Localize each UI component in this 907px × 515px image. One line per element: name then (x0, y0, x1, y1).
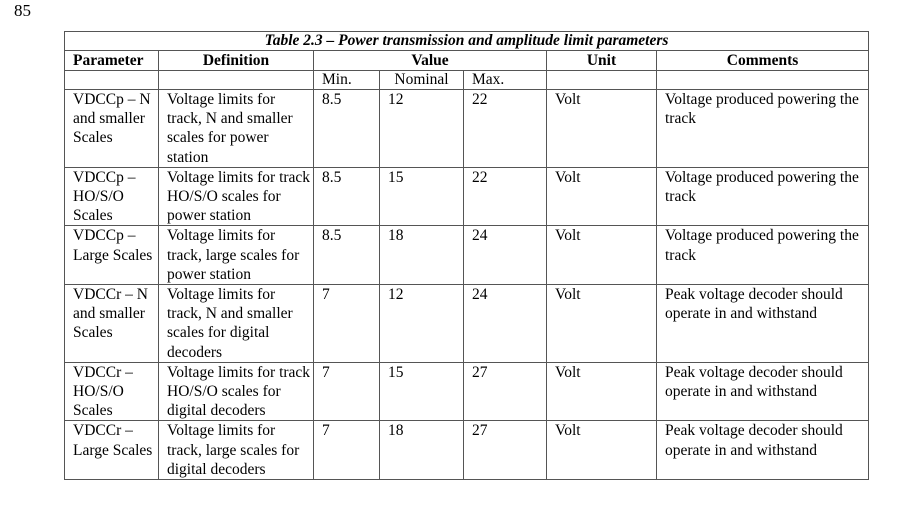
cell-parameter: VDCCp – HO/S/O Scales (65, 167, 159, 226)
cell-definition: Voltage limits for track HO/S/O scales for power station (159, 167, 314, 226)
cell-parameter: VDCCr – N and smaller Scales (65, 285, 159, 363)
cell-definition: Voltage limits for track, N and smaller scales for power station (159, 90, 314, 168)
table-row (65, 285, 869, 363)
cell-max: 27 (464, 421, 547, 480)
cell-definition: Voltage limits for track, large scales for power station (159, 226, 314, 285)
cell-comments: Peak voltage decoder should operate in and withstand (657, 362, 869, 421)
cell-comments: Peak voltage decoder should operate in and withstand (657, 421, 869, 480)
cell-parameter: VDCCp – N and smaller Scales (65, 90, 159, 168)
cell-unit: Volt (547, 226, 657, 285)
subheader-blank-comments (657, 71, 869, 90)
cell-min: 7 (314, 362, 380, 421)
header-value: Value (314, 51, 547, 71)
cell-max: 27 (464, 362, 547, 421)
page-number: 85 (14, 1, 31, 20)
table-row (65, 362, 869, 421)
header-parameter: Parameter (65, 51, 159, 71)
header-definition: Definition (159, 51, 314, 71)
cell-comments: Voltage produced powering the track (657, 167, 869, 226)
cell-nominal: 18 (380, 421, 464, 480)
subheader-blank-unit (547, 71, 657, 90)
header-unit: Unit (547, 51, 657, 71)
cell-nominal: 15 (380, 362, 464, 421)
header-comments: Comments (657, 51, 869, 71)
cell-min: 8.5 (314, 90, 380, 168)
cell-unit: Volt (547, 167, 657, 226)
cell-definition: Voltage limits for track HO/S/O scales for digital decoders (159, 362, 314, 421)
cell-unit: Volt (547, 421, 657, 480)
cell-unit: Volt (547, 90, 657, 168)
cell-comments: Voltage produced powering the track (657, 90, 869, 168)
table-row (65, 90, 869, 168)
subheader-min: Min. (314, 71, 380, 90)
subheader-blank-parameter (65, 71, 159, 90)
table-row (65, 226, 869, 285)
parameters-table (64, 31, 869, 480)
cell-unit: Volt (547, 362, 657, 421)
subheader-max: Max. (464, 71, 547, 90)
cell-max: 22 (464, 90, 547, 168)
cell-nominal: 18 (380, 226, 464, 285)
cell-nominal: 12 (380, 90, 464, 168)
table-caption: Table 2.3 – Power transmission and amplitude limit parameters (65, 32, 869, 51)
cell-max: 24 (464, 226, 547, 285)
cell-definition: Voltage limits for track, N and smaller scales for digital decoders (159, 285, 314, 363)
cell-parameter: VDCCr – Large Scales (65, 421, 159, 480)
cell-unit: Volt (547, 285, 657, 363)
cell-min: 7 (314, 421, 380, 480)
cell-definition: Voltage limits for track, large scales for digital decoders (159, 421, 314, 480)
cell-min: 7 (314, 285, 380, 363)
cell-min: 8.5 (314, 226, 380, 285)
cell-comments: Peak voltage decoder should operate in and withstand (657, 285, 869, 363)
cell-max: 22 (464, 167, 547, 226)
table-row (65, 421, 869, 480)
subheader-nominal: Nominal (380, 71, 464, 90)
cell-min: 8.5 (314, 167, 380, 226)
subheader-blank-definition (159, 71, 314, 90)
cell-max: 24 (464, 285, 547, 363)
cell-nominal: 12 (380, 285, 464, 363)
cell-parameter: VDCCp – Large Scales (65, 226, 159, 285)
cell-parameter: VDCCr – HO/S/O Scales (65, 362, 159, 421)
cell-nominal: 15 (380, 167, 464, 226)
cell-comments: Voltage produced powering the track (657, 226, 869, 285)
table-row (65, 167, 869, 226)
